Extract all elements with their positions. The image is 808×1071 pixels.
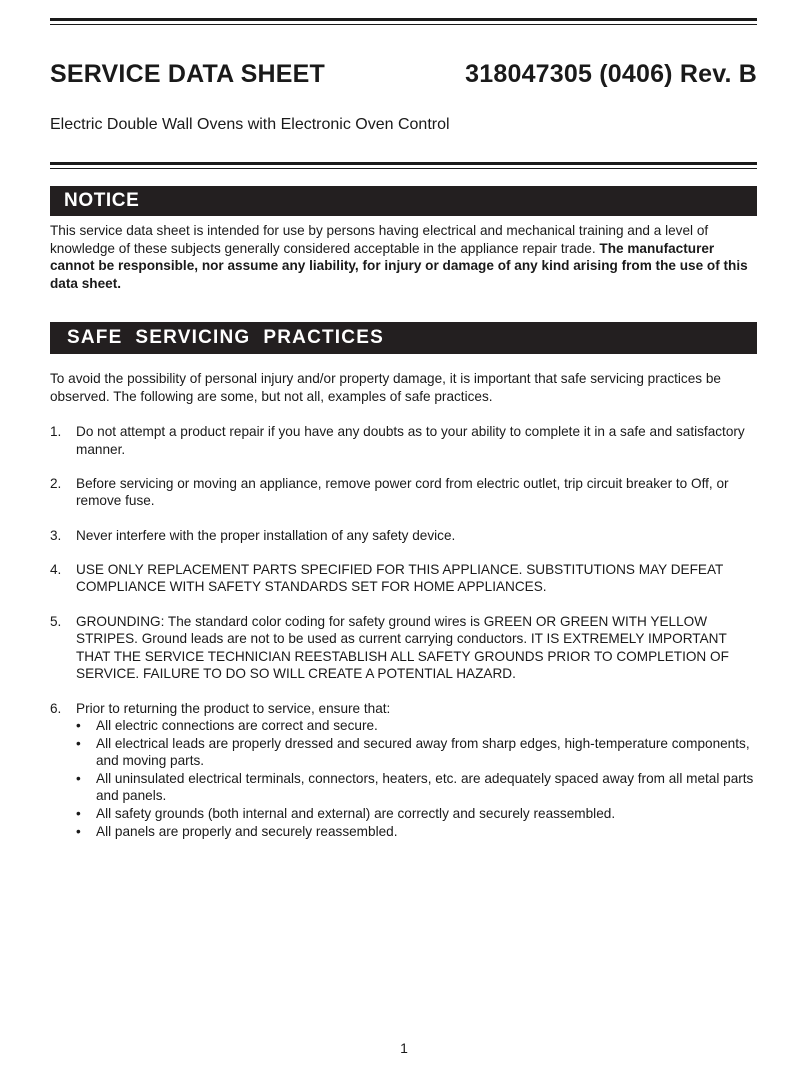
header-rule-thin	[50, 24, 757, 25]
document-subtitle: Electric Double Wall Ovens with Electronic Oven Control	[50, 116, 450, 133]
item-text: USE ONLY REPLACEMENT PARTS SPECIFIED FOR THIS APPLIANCE. SUBSTITUTIONS MAY DEFEAT COMPLIANCE WITH SAFETY STANDARDS SET FOR HOME APPLIANCES.	[76, 561, 724, 595]
safe-practices-intro: To avoid the possibility of personal injury and/or property damage, it is important that safe servicing practices be observed. The following are some, but not all, examples of safe practices.	[50, 371, 721, 404]
bullet-marker: •	[76, 823, 81, 839]
bullet-item	[76, 805, 757, 823]
safe-practices-list	[50, 423, 757, 857]
document-number: 318047305 (0406) Rev. B	[465, 60, 757, 88]
item-content	[76, 700, 757, 841]
title-row	[50, 60, 757, 89]
bullet-item	[76, 717, 757, 735]
item-number: 1.	[50, 424, 62, 439]
document-title: SERVICE DATA SHEET	[50, 60, 325, 88]
item-text: Prior to returning the product to service, ensure that:	[76, 700, 391, 716]
divider-rule-thin	[50, 168, 757, 169]
safe-practices-heading-text: SAFE SERVICING PRACTICES	[67, 327, 384, 348]
page-number: 1	[400, 1040, 408, 1056]
bullet-item	[76, 735, 757, 770]
item-number: 5.	[50, 613, 62, 629]
notice-bold-text: The manufacturer cannot be responsible, nor assume any liability, for injury or damage of any kind arising from the use of this data sheet.	[50, 240, 748, 291]
list-item	[50, 475, 757, 510]
bullet-text: All electric connections are correct and secure.	[96, 718, 378, 734]
list-item	[50, 613, 757, 683]
notice-heading-text: NOTICE	[64, 190, 140, 211]
bullet-text: All electrical leads are properly dressed and secured away from sharp edges, high-temperature components, and moving parts.	[96, 735, 750, 769]
notice-heading	[50, 186, 757, 216]
bullet-text: All uninsulated electrical terminals, connectors, heaters, etc. are adequately spaced away from all metal parts and panels.	[96, 770, 754, 804]
item-number: 6.	[50, 700, 62, 716]
bullet-text: All panels are properly and securely reassembled.	[96, 823, 398, 839]
bullet-list	[76, 717, 757, 840]
list-item	[50, 527, 757, 545]
header-rule-thick	[50, 18, 757, 21]
bullet-text: All safety grounds (both internal and external) are correctly and securely reassembled.	[96, 806, 616, 822]
bullet-item	[76, 770, 757, 805]
notice-paragraph	[50, 222, 757, 292]
bullet-marker: •	[76, 718, 81, 734]
bullet-marker: •	[76, 770, 81, 786]
divider-rule-thick	[50, 162, 757, 165]
item-text: Before servicing or moving an appliance, remove power cord from electric outlet, trip circuit breaker to Off, or remove fuse.	[76, 475, 729, 509]
item-text: Never interfere with the proper installation of any safety device.	[76, 527, 456, 543]
item-number: 2.	[50, 475, 62, 491]
item-text: Do not attempt a product repair if you have any doubts as to your ability to complete it in a safe and satisfactory manner.	[76, 424, 745, 457]
notice-text: This service data sheet is intended for use by persons having electrical and mechanical training and a level of knowledge of these subjects generally considered acceptable in the appliance repair trade.	[50, 223, 709, 256]
bullet-marker: •	[76, 806, 81, 822]
safe-practices-heading	[50, 322, 757, 354]
list-item	[50, 423, 757, 458]
list-item	[50, 700, 757, 841]
item-number: 4.	[50, 561, 62, 577]
bullet-marker: •	[76, 735, 81, 751]
bullet-item	[76, 823, 757, 841]
list-item	[50, 561, 757, 596]
item-number: 3.	[50, 527, 62, 543]
item-text: GROUNDING: The standard color coding for safety ground wires is GREEN OR GREEN WITH YELLOW STRIPES. Ground leads are not to be used as current carrying conductors. IT IS EXTREMELY IMPORTANT THAT THE SERVICE TECHNICIAN REESTABLISH ALL SAFETY GROUNDS PRIOR TO COMPLETION OF SERVICE. FAILURE TO DO SO WILL CREATE A POTENTIAL HAZARD.	[76, 613, 729, 682]
